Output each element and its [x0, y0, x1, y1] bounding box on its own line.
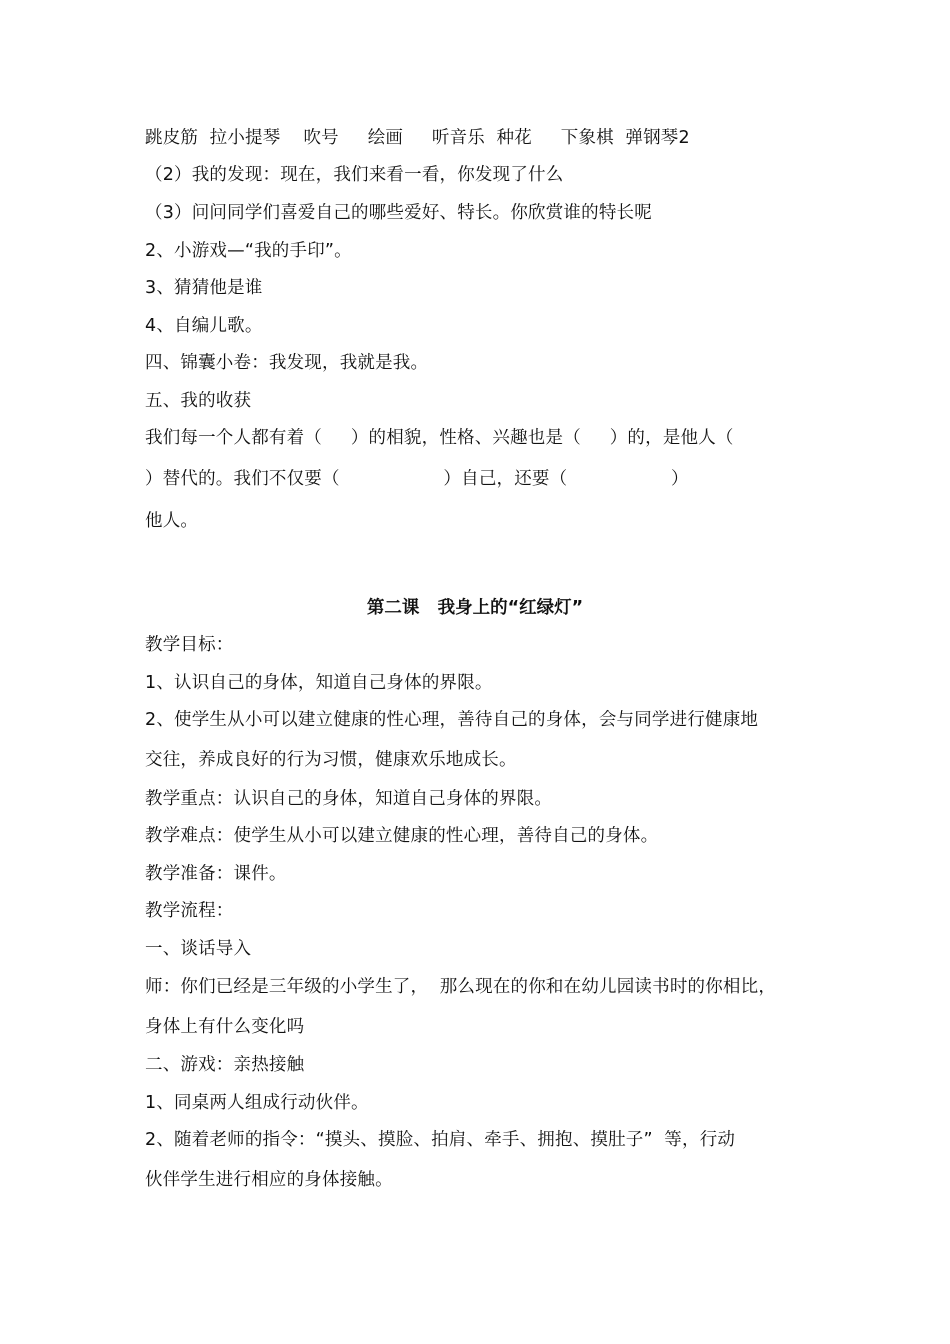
teacher-line-2: 身体上有什么变化吗 — [145, 1017, 305, 1037]
goal-2-line-1: 2、使学生从小可以建立健康的性心理，善待自己的身体，会与同学进行健康地 — [145, 710, 759, 730]
key-point: 教学重点：认识自己的身体，知道自己身体的界限。 — [145, 789, 553, 809]
game-step-2-line-1: 2、随着老师的指令：“摸头、摸脸、拍肩、牵手、拥抱、摸肚子” 等，行动 — [145, 1130, 736, 1150]
game-handprint: 2、小游戏—“我的手印”。 — [145, 241, 352, 261]
game-step-2-line-2: 伙伴学生进行相应的身体接触。 — [145, 1170, 393, 1190]
fill-blank-line-2: ）替代的。我们不仅要（ ）自己，还要（ ） — [145, 469, 689, 489]
teacher-line-1: 师：你们已经是三年级的小学生了， 那么现在的你和在幼儿园读书时的你相比， — [145, 977, 777, 997]
section-four: 四、锦囊小卷：我发现，我就是我。 — [145, 353, 429, 373]
process-heading: 教学流程： — [145, 901, 234, 921]
hobbies-list: 跳皮筋 拉小提琴 吹号 绘画 听音乐 种花 下象棋 弹钢琴2 — [145, 128, 690, 148]
fill-blank-line-3: 他人。 — [145, 511, 199, 531]
fill-blank-line-1: 我们每一个人都有着（ ）的相貌，性格、兴趣也是（ ）的，是他人（ — [145, 428, 734, 448]
hobby-question: （3）问问同学们喜爱自己的哪些爱好、特长。你欣赏谁的特长呢 — [145, 203, 652, 223]
goals-heading: 教学目标： — [145, 635, 234, 655]
game-step-1: 1、同桌两人组成行动伙伴。 — [145, 1093, 369, 1113]
section-five: 五、我的收获 — [145, 391, 252, 411]
step-one: 一、谈话导入 — [145, 939, 252, 959]
goal-2-line-2: 交往，养成良好的行为习惯，健康欢乐地成长。 — [145, 750, 517, 770]
difficulty: 教学难点：使学生从小可以建立健康的性心理，善待自己的身体。 — [145, 826, 659, 846]
lesson-title: 第二课 我身上的“红绿灯” — [366, 598, 584, 618]
goal-1: 1、认识自己的身体，知道自己身体的界限。 — [145, 673, 493, 693]
preparation: 教学准备：课件。 — [145, 864, 287, 884]
game-rhyme: 4、自编儿歌。 — [145, 316, 263, 336]
discovery-question: （2）我的发现：现在，我们来看一看，你发现了什么 — [145, 165, 564, 185]
game-guess: 3、猜猜他是谁 — [145, 278, 263, 298]
step-two: 二、游戏：亲热接触 — [145, 1055, 305, 1075]
